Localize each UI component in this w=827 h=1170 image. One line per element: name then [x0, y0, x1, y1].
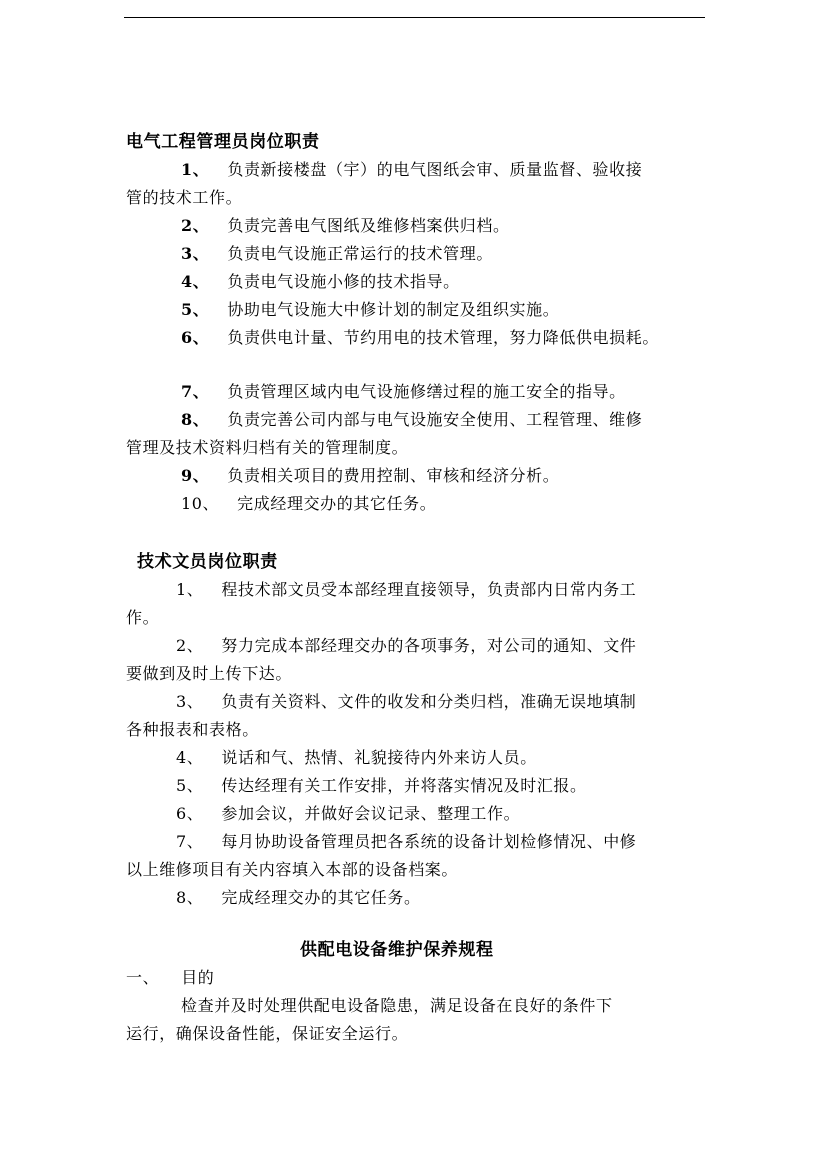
list-item: 4、 负责电气设施小修的技术指导。 [181, 272, 460, 291]
section2-title: 技术文员岗位职责 [137, 552, 278, 572]
list-item: 6、 负责供电计量、节约用电的技术管理，努力降低供电损耗。 [181, 328, 659, 347]
list-item: 4、 说话和气、热情、礼貌接待内外来访人员。 [176, 748, 537, 767]
list-item: 10、 完成经理交办的其它任务。 [181, 494, 437, 513]
list-item: 2、 努力完成本部经理交办的各项事务，对公司的通知、文件 [176, 636, 637, 655]
list-item-continuation: 管理及技术资料归档有关的管理制度。 [126, 438, 409, 457]
list-item-continuation: 以上维修项目有关内容填入本部的设备档案。 [126, 860, 459, 879]
list-item-continuation: 管的技术工作。 [126, 188, 243, 207]
list-item: 2、 负责完善电气图纸及维修档案供归档。 [181, 216, 510, 235]
list-item: 5、 传达经理有关工作安排，并将落实情况及时汇报。 [176, 776, 587, 795]
list-item-continuation: 要做到及时上传下达。 [126, 664, 293, 683]
list-item-continuation: 作。 [126, 608, 160, 627]
list-item: 3、 负责有关资料、文件的收发和分类归档，准确无误地填制 [176, 692, 637, 711]
list-item: 9、 负责相关项目的费用控制、审核和经济分析。 [181, 466, 560, 485]
subsection-heading: 一、 目的 [126, 968, 215, 987]
list-item: 1、 负责新接楼盘（宇）的电气图纸会审、质量监督、验收接 [181, 160, 643, 179]
list-item: 7、 每月协助设备管理员把各系统的设备计划检修情况、中修 [176, 832, 637, 851]
list-item: 8、 负责完善公司内部与电气设施安全使用、工程管理、维修 [181, 410, 643, 429]
header-rule [124, 17, 705, 18]
list-item: 6、 参加会议，并做好会议记录、整理工作。 [176, 804, 521, 823]
list-item: 3、 负责电气设施正常运行的技术管理。 [181, 244, 493, 263]
section3-title: 供配电设备维护保养规程 [300, 940, 494, 960]
list-item-continuation: 各种报表和表格。 [126, 720, 259, 739]
list-item: 7、 负责管理区域内电气设施修缮过程的施工安全的指导。 [181, 382, 626, 401]
paragraph-line: 运行，确保设备性能，保证安全运行。 [126, 1024, 409, 1043]
list-item: 1、 程技术部文员受本部经理直接领导，负责部内日常内务工 [176, 580, 637, 599]
section1-title: 电气工程管理员岗位职责 [126, 132, 320, 152]
list-item: 8、 完成经理交办的其它任务。 [176, 888, 421, 907]
paragraph-line: 检查并及时处理供配电设备隐患，满足设备在良好的条件下 [181, 996, 613, 1015]
list-item: 5、 协助电气设施大中修计划的制定及组织实施。 [181, 300, 560, 319]
